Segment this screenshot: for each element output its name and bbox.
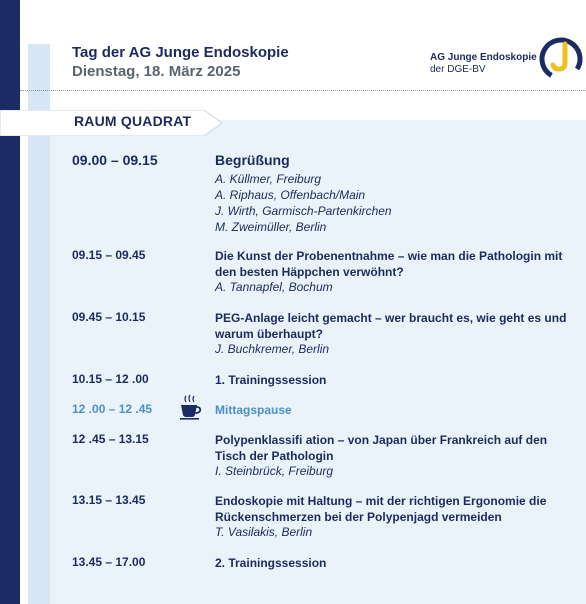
logo-line2: der DGE-BV — [430, 64, 486, 75]
dotted-divider — [20, 90, 586, 91]
session-title: 1. Trainingssession — [215, 373, 327, 387]
session-time: 09.00 – 09.15 — [72, 152, 158, 168]
coffee-cup-icon — [178, 394, 202, 420]
logo-icon — [538, 36, 584, 82]
session-time: 09.15 – 09.45 — [72, 248, 146, 262]
session-time: 09.45 – 10.15 — [72, 310, 146, 324]
session-time: 12 .00 – 12 .45 — [72, 402, 153, 416]
speaker: J. Buchkremer, Berlin — [215, 342, 330, 356]
speaker: M. Zweimüller, Berlin — [215, 220, 327, 234]
speaker: A. Küllmer, Freiburg — [215, 172, 322, 186]
logo-line1: AG Junge Endoskopie — [430, 52, 537, 63]
session-time: 12 .45 – 13.15 — [72, 432, 149, 446]
session-title: Begrüßung — [215, 152, 290, 168]
session-title: PEG-Anlage leicht gemacht – wer braucht es, wie geht es und warum überhaupt? — [215, 311, 567, 341]
left-navy-bar — [0, 0, 20, 604]
session-time: 13.45 – 17.00 — [72, 555, 146, 569]
session-title: Die Kunst der Probenentnahme – wie man die Pathologin mit den besten Häppchen verwöhnt? — [215, 249, 563, 279]
speaker: A. Riphaus, Offenbach/Main — [215, 188, 366, 202]
session-time: 13.15 – 13.45 — [72, 493, 146, 507]
room-label: RAUM QUADRAT — [74, 113, 192, 129]
session-title: Polypenklassifi ation – von Japan über Frankreich auf den Tisch der Pathologin — [215, 433, 548, 463]
event-title: Tag der AG Junge Endoskopie — [72, 44, 289, 61]
session-title: Mittagspause — [215, 403, 292, 417]
session-title: Endoskopie mit Haltung – mit der richtigen Ergonomie die Rückenschmerzen bei der Polypenjagd vermeiden — [215, 494, 547, 524]
speaker: J. Wirth, Garmisch-Partenkirchen — [215, 204, 392, 218]
session-title: 2. Trainingssession — [215, 556, 327, 570]
event-date: Dienstag, 18. März 2025 — [72, 63, 241, 80]
session-time: 10.15 – 12 .00 — [72, 372, 149, 386]
speaker: I. Steinbrück, Freiburg — [215, 464, 334, 478]
speaker: T. Vasilakis, Berlin — [215, 525, 313, 539]
speaker: A. Tannapfel, Bochum — [215, 280, 333, 294]
